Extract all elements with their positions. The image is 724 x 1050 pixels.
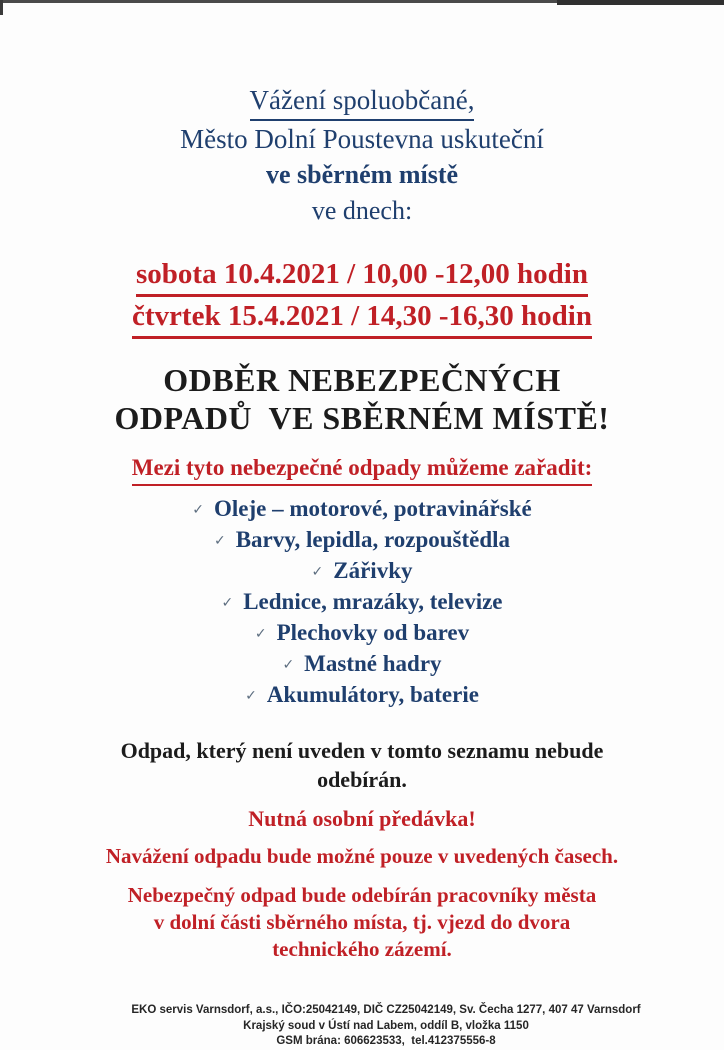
- footer-court-line: Krajský soud v Ústí nad Labem, oddíl B, vložka 1150: [243, 1019, 529, 1032]
- document-header: [0, 0, 724, 229]
- salutation-line: [0, 82, 724, 121]
- list-item-label: Mastné hadry: [304, 651, 442, 676]
- collection-place-line: ve sběrném místě: [265, 160, 459, 189]
- date-line-saturday: [0, 255, 724, 297]
- checkmark-icon: ✓: [213, 533, 226, 549]
- checkmark-icon: ✓: [254, 626, 267, 642]
- hazardous-waste-list: [0, 495, 724, 712]
- checkmark-icon: ✓: [192, 502, 205, 518]
- main-title-line1: ODBĚR NEBEZPEČNÝCH: [163, 362, 561, 398]
- footer-company-info: [24, 1003, 724, 1050]
- hazardous-list-heading: [0, 453, 724, 486]
- list-item-label: Plechovky od barev: [276, 620, 470, 645]
- not-listed-note-line1: Odpad, který není uveden v tomto seznamu nebude: [120, 738, 604, 763]
- footer-contact-line: GSM brána: 606623533, tel.412375556-8: [276, 1035, 496, 1047]
- list-item-label: Lednice, mrazáky, televize: [243, 589, 503, 614]
- main-title: [0, 361, 724, 437]
- list-item: [0, 681, 724, 712]
- not-listed-note-line2: odebírán.: [317, 767, 407, 792]
- checkmark-icon: ✓: [245, 688, 257, 704]
- list-item-label: Oleje – motorové, potravinářské: [214, 496, 532, 521]
- checkmark-icon: ✓: [282, 657, 295, 673]
- footer-company-line: EKO servis Varnsdorf, a.s., IČO:25042149, DIČ CZ25042149, Sv. Čecha 1277, 407 47 Varnsdorf: [131, 1004, 641, 1016]
- collection-dates: [0, 255, 724, 339]
- list-item: [0, 526, 724, 557]
- list-item: [0, 588, 724, 619]
- date-saturday-text: sobota 10.4.2021 / 10,00 -12,00 hodin: [136, 255, 588, 297]
- personal-handover-note: Nutná osobní předávka!: [248, 806, 476, 831]
- list-item-label: Zářivky: [333, 558, 413, 583]
- list-item: [0, 650, 724, 681]
- date-line-thursday: [0, 297, 724, 339]
- list-item-label: Akumulátory, baterie: [266, 682, 479, 707]
- list-item: [0, 495, 724, 526]
- collection-location-line3: technického zázemí.: [272, 937, 452, 961]
- not-listed-note: [0, 736, 724, 794]
- dates-label: ve dnech:: [311, 196, 413, 225]
- main-title-line2: ODPADŮ VE SBĚRNÉM MÍSTĚ!: [114, 400, 610, 436]
- list-item: [0, 557, 724, 588]
- delivery-times-note: Navážení odpadu bude možné pouze v uvedených časech.: [105, 844, 619, 868]
- hazardous-list-heading-text: Mezi tyto nebezpečné odpady můžeme zařadit:: [132, 453, 593, 486]
- collection-location-line1: Nebezpečný odpad bude odebírán pracovníky města: [127, 883, 597, 907]
- list-item: [0, 619, 724, 650]
- city-announcement-line: Město Dolní Poustevna uskuteční: [180, 124, 544, 154]
- collection-location-line2: v dolní části sběrného místa, tj. vjezd do dvora: [153, 910, 571, 934]
- salutation-text: Vážení spoluobčané,: [250, 82, 475, 121]
- date-thursday-text: čtvrtek 15.4.2021 / 14,30 -16,30 hodin: [132, 297, 592, 339]
- list-item-label: Barvy, lepidla, rozpouštědla: [235, 527, 511, 552]
- checkmark-icon: ✓: [311, 564, 324, 580]
- collection-location-note: [0, 882, 724, 963]
- checkmark-icon: ✓: [221, 595, 234, 611]
